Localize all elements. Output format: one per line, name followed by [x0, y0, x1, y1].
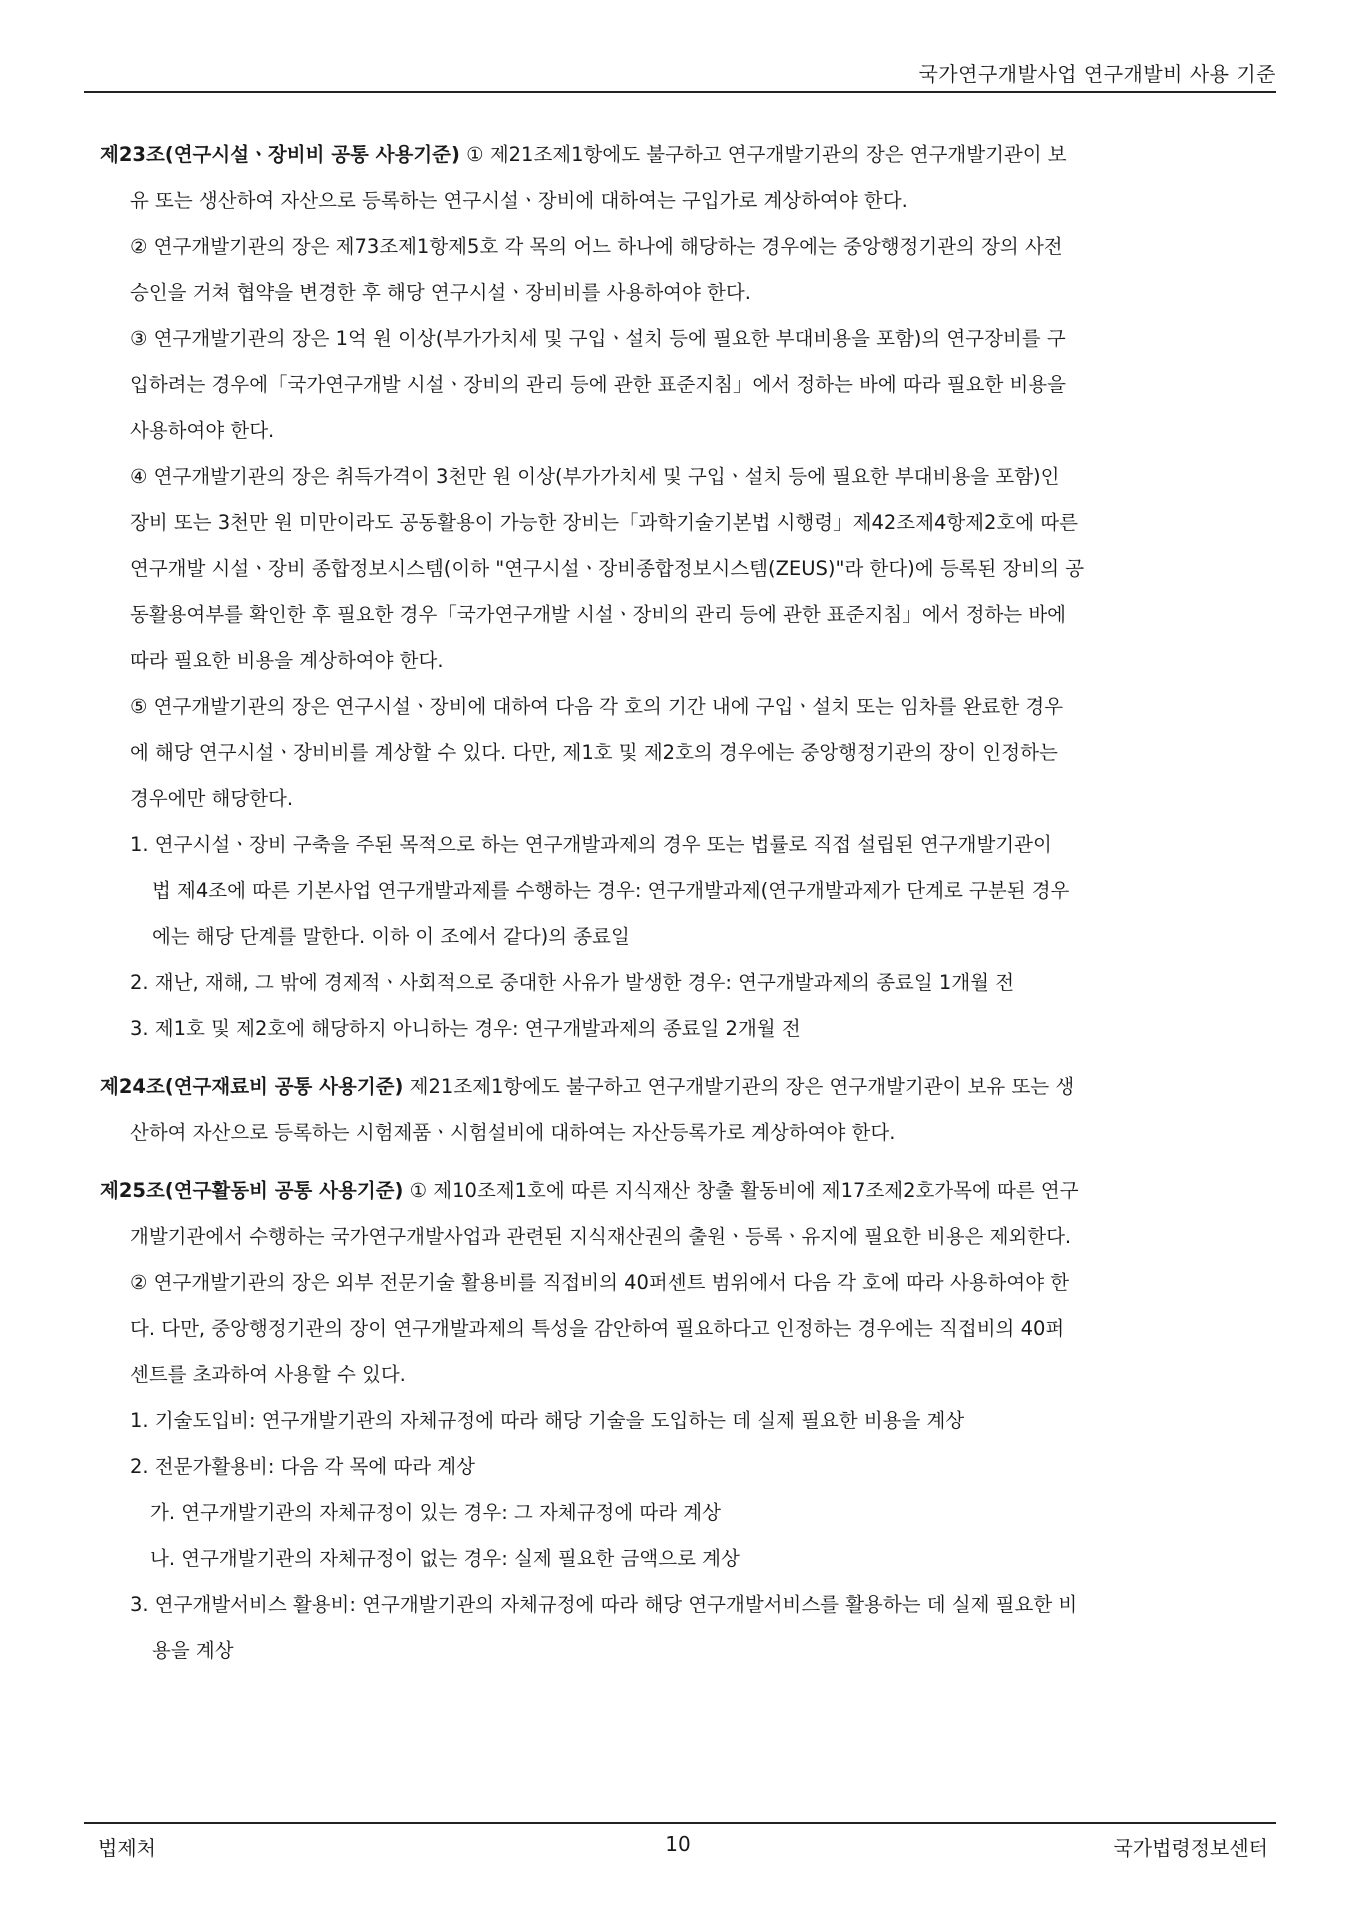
article-25-line: 다. 다만, 중앙행정기관의 장이 연구개발과제의 특성을 감안하여 필요하다고 인정하는 경우에는 직접비의 40퍼: [130, 1317, 1065, 1340]
article-25-subitem-na: 나. 연구개발기관의 자체규정이 없는 경우: 실제 필요한 금액으로 계상: [150, 1547, 740, 1570]
document-body: [100, 132, 1276, 1674]
footer-rule: [84, 1822, 1276, 1824]
header-title: 국가연구개발사업 연구개발비 사용 기준: [918, 62, 1276, 86]
article-23-paragraph-3: ③ 연구개발기관의 장은 1억 원 이상(부가가치세 및 구입ㆍ설치 등에 필요한 부대비용을 포함)의 연구장비를 구: [130, 327, 1066, 350]
article-25-item-line: 용을 계상: [152, 1639, 234, 1662]
article-23-line: 에 해당 연구시설ㆍ장비비를 계상할 수 있다. 다만, 제1호 및 제2호의 경우에는 중앙행정기관의 장이 인정하는: [130, 741, 1058, 764]
article-23-line: 연구개발 시설ㆍ장비 종합정보시스템(이하 "연구시설ㆍ장비종합정보시스템(ZEUS)"라 한다)에 등록된 장비의 공: [130, 557, 1085, 580]
article-24: [100, 1064, 1276, 1156]
footer-source: 국가법령정보센터: [1113, 1836, 1268, 1860]
article-23: [100, 132, 1276, 1052]
article-23-paragraph-5: ⑤ 연구개발기관의 장은 연구시설ㆍ장비에 대하여 다음 각 호의 기간 내에 구입ㆍ설치 또는 임차를 완료한 경우: [130, 695, 1064, 718]
article-23-line: 장비 또는 3천만 원 미만이라도 공동활용이 가능한 장비는「과학기술기본법 시행령」제42조제4항제2호에 따른: [130, 511, 1078, 534]
article-24-text: 제21조제1항에도 불구하고 연구개발기관의 장은 연구개발기관이 보유 또는 생: [403, 1075, 1075, 1098]
article-25-line: 개발기관에서 수행하는 국가연구개발사업과 관련된 지식재산권의 출원ㆍ등록ㆍ유지에 필요한 비용은 제외한다.: [130, 1225, 1072, 1248]
article-25-line: 센트를 초과하여 사용할 수 있다.: [130, 1363, 406, 1386]
article-25-item-1: 1. 기술도입비: 연구개발기관의 자체규정에 따라 해당 기술을 도입하는 데 실제 필요한 비용을 계상: [130, 1409, 965, 1432]
article-23-text: ① 제21조제1항에도 불구하고 연구개발기관의 장은 연구개발기관이 보: [459, 143, 1067, 166]
article-23-line-1: [100, 132, 1276, 178]
page-number: 10: [665, 1832, 691, 1856]
article-25-subitem-ga: 가. 연구개발기관의 자체규정이 있는 경우: 그 자체규정에 따라 계상: [150, 1501, 721, 1524]
article-25-item-3: 3. 연구개발서비스 활용비: 연구개발기관의 자체규정에 따라 해당 연구개발서비스를 활용하는 데 실제 필요한 비: [130, 1593, 1078, 1616]
article-25-paragraph-2: ② 연구개발기관의 장은 외부 전문기술 활용비를 직접비의 40퍼센트 범위에서 다음 각 호에 따라 사용하여야 한: [130, 1271, 1070, 1294]
article-23-line: 경우에만 해당한다.: [130, 787, 294, 810]
footer-publisher: 법제처: [98, 1836, 156, 1860]
article-23-line: 입하려는 경우에「국가연구개발 시설ㆍ장비의 관리 등에 관한 표준지침」에서 정하는 바에 따라 필요한 비용을: [130, 373, 1067, 396]
article-23-item-line: 에는 해당 단계를 말한다. 이하 이 조에서 같다)의 종료일: [152, 925, 630, 948]
article-23-paragraph-4: ④ 연구개발기관의 장은 취득가격이 3천만 원 이상(부가가치세 및 구입ㆍ설치 등에 필요한 부대비용을 포함)인: [130, 465, 1060, 488]
article-23-item-line: 법 제4조에 따른 기본사업 연구개발과제를 수행하는 경우: 연구개발과제(연구개발과제가 단계로 구분된 경우: [152, 879, 1070, 902]
article-23-line: 따라 필요한 비용을 계상하여야 한다.: [130, 649, 444, 672]
article-24-heading: 제24조(연구재료비 공통 사용기준): [100, 1075, 404, 1098]
article-25-line-1: [100, 1168, 1276, 1214]
article-23-line: 사용하여야 한다.: [130, 419, 275, 442]
article-23-paragraph-2: ② 연구개발기관의 장은 제73조제1항제5호 각 목의 어느 하나에 해당하는 경우에는 중앙행정기관의 장의 사전: [130, 235, 1063, 258]
article-23-item-1: 1. 연구시설ㆍ장비 구축을 주된 목적으로 하는 연구개발과제의 경우 또는 법률로 직접 설립된 연구개발기관이: [130, 833, 1052, 856]
article-25-item-2: 2. 전문가활용비: 다음 각 목에 따라 계상: [130, 1455, 475, 1478]
article-23-heading: 제23조(연구시설ㆍ장비비 공통 사용기준): [100, 143, 460, 166]
article-23-item-3: 3. 제1호 및 제2호에 해당하지 아니하는 경우: 연구개발과제의 종료일 2개월 전: [130, 1017, 801, 1040]
article-23-line: 승인을 거쳐 협약을 변경한 후 해당 연구시설ㆍ장비비를 사용하여야 한다.: [130, 281, 751, 304]
article-25: [100, 1168, 1276, 1674]
article-25-heading: 제25조(연구활동비 공통 사용기준): [100, 1179, 404, 1202]
article-25-text: ① 제10조제1호에 따른 지식재산 창출 활동비에 제17조제2호가목에 따른 연구: [403, 1179, 1079, 1202]
article-24-line-1: [100, 1064, 1276, 1110]
article-24-line: 산하여 자산으로 등록하는 시험제품ㆍ시험설비에 대하여는 자산등록가로 계상하여야 한다.: [130, 1121, 896, 1144]
article-23-item-2: 2. 재난, 재해, 그 밖에 경제적ㆍ사회적으로 중대한 사유가 발생한 경우: 연구개발과제의 종료일 1개월 전: [130, 971, 1015, 994]
article-23-line: 유 또는 생산하여 자산으로 등록하는 연구시설ㆍ장비에 대하여는 구입가로 계상하여야 한다.: [130, 189, 908, 212]
article-23-line: 동활용여부를 확인한 후 필요한 경우「국가연구개발 시설ㆍ장비의 관리 등에 관한 표준지침」에서 정하는 바에: [130, 603, 1067, 626]
header-rule: [84, 91, 1276, 93]
